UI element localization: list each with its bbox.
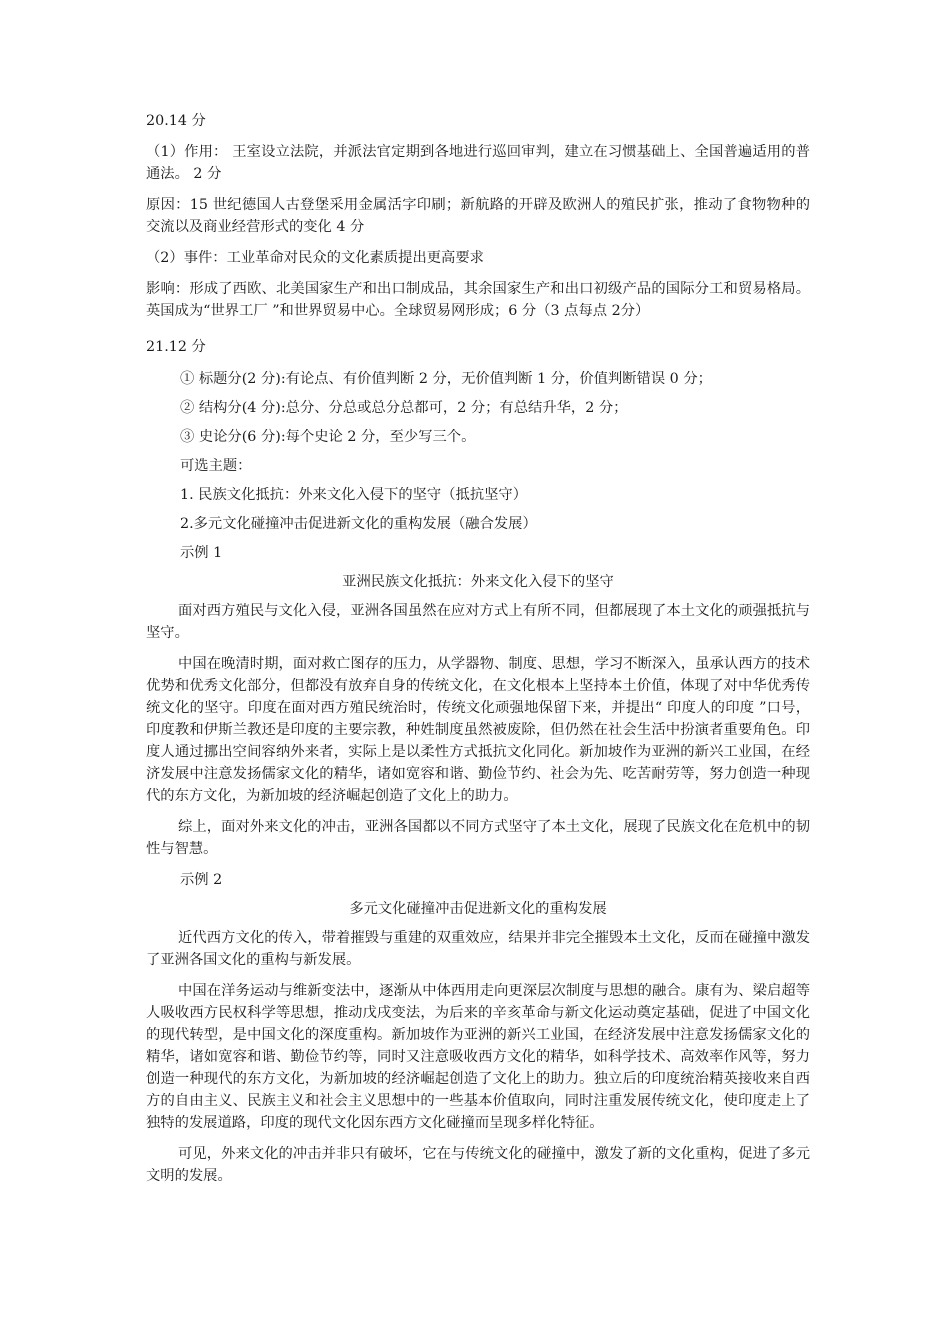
q21-topic-1: 1. 民族文化抵抗：外来文化入侵下的坚守（抵抗坚守） (180, 487, 528, 503)
example-1-label: 示例 1 (180, 545, 223, 561)
example-1-paragraph: 中国在晚清时期，面对救亡图存的压力，从学器物、制度、思想，学习不断深入，虽承认西方的技术优势和优秀文化部分，但都没有放弃自身的传统文化，在文化根本上坚持本土价值，体现了对中华优秀传统文化的坚守。印度在面对西方殖民统治时，传统文化顽强地保留下来，并提出“ 印度人的印度 ”口号，印度教和伊斯兰教还是印度的主要宗教，种姓制度虽然被废除，但仍然在社会生活中扮演者重要角色。印度人通过挪出空间容纳外来者，实际上是以柔性方式抵抗文化同化。新加坡作为亚洲的新兴工业国，在经济发展中注意发扬儒家文化的精华，诸如宽容和谐、勤俭节约、社会为先、吃苦耐劳等，努力创造一种现代的东方文化，为新加坡的经济崛起创造了文化上的助力。 (146, 656, 810, 804)
q21-heading: 21.12 分 (146, 339, 206, 355)
q21-topic-2: 2.多元文化碰撞冲击促进新文化的重构发展（融合发展） (180, 516, 537, 532)
example-2-label: 示例 2 (180, 872, 223, 888)
example-2-paragraph: 近代西方文化的传入，带着摧毁与重建的双重效应，结果并非完全摧毁本土文化，反而在碰撞中激发了亚洲各国文化的重构与新发展。 (146, 930, 810, 968)
example-2-paragraph: 可见，外来文化的冲击并非只有破坏，它在与传统文化的碰撞中，激发了新的文化重构，促进了多元文明的发展。 (146, 1146, 810, 1184)
q21-rule-title: ① 标题分(2 分):有论点、有价值判断 2 分，无价值判断 1 分，价值判断错误 0 分； (180, 371, 712, 387)
example-1-title: 亚洲民族文化抵抗：外来文化入侵下的坚守 (342, 574, 614, 590)
example-2-paragraph: 中国在洋务运动与维新变法中，逐渐从中体西用走向更深层次制度与思想的融合。康有为、梁启超等人吸收西方民权科学等思想，推动戊戌变法，为后来的辛亥革命与新文化运动奠定基础，促进了中国文化的现代转型，是中国文化的深度重构。新加坡作为亚洲的新兴工业国，在经济发展中注意发扬儒家文化的精华，诸如宽容和谐、勤俭节约等，同时又注意吸收西方文化的精华，如科学技术、高效率作风等，努力创造一种现代的东方文化，为新加坡的经济崛起创造了文化上的助力。独立后的印度统治精英接收来自西方的自由主义、民族主义和社会主义思想中的一些基本价值取向，同时注重发展传统文化，使印度走上了独特的发展道路，印度的现代文化因东西方文化碰撞而呈现多样化特征。 (146, 983, 810, 1131)
example-2-title: 多元文化碰撞冲击促进新文化的重构发展 (349, 901, 607, 917)
q21-rule-history: ③ 史论分(6 分):每个史论 2 分，至少写三个。 (180, 429, 476, 445)
q20-answer-1-function: （1）作用： 王室设立法院，并派法官定期到各地进行巡回审判，建立在习惯基础上、全国普遍适用的普通法。 2 分 (146, 144, 810, 182)
example-1-paragraph: 综上，面对外来文化的冲击，亚洲各国都以不同方式坚守了本土文化，展现了民族文化在危机中的韧性与智慧。 (146, 819, 810, 857)
example-1-paragraph: 面对西方殖民与文化入侵，亚洲各国虽然在应对方式上有所不同，但都展现了本土文化的顽强抵抗与坚守。 (146, 603, 810, 641)
q20-answer-2-impact: 影响：形成了西欧、北美国家生产和出口制成品，其余国家生产和出口初级产品的国际分工和贸易格局。英国成为“世界工厂 ”和世界贸易中心。全球贸易网形成；6 分（3 点每点 2分） (146, 281, 810, 319)
q20-answer-2-event: （2）事件：工业革命对民众的文化素质提出更高要求 (146, 250, 484, 266)
q20-heading: 20.14 分 (146, 113, 206, 129)
q21-rule-structure: ② 结构分(4 分):总分、分总或总分总都可，2 分；有总结升华，2 分； (180, 400, 628, 416)
q20-answer-1-reason: 原因：15 世纪德国人古登堡采用金属活字印刷；新航路的开辟及欧洲人的殖民扩张，推动了食物物种的交流以及商业经营形式的变化 4 分 (146, 197, 810, 235)
document-page (146, 110, 810, 1196)
q21-topics-label: 可选主题： (180, 458, 252, 474)
